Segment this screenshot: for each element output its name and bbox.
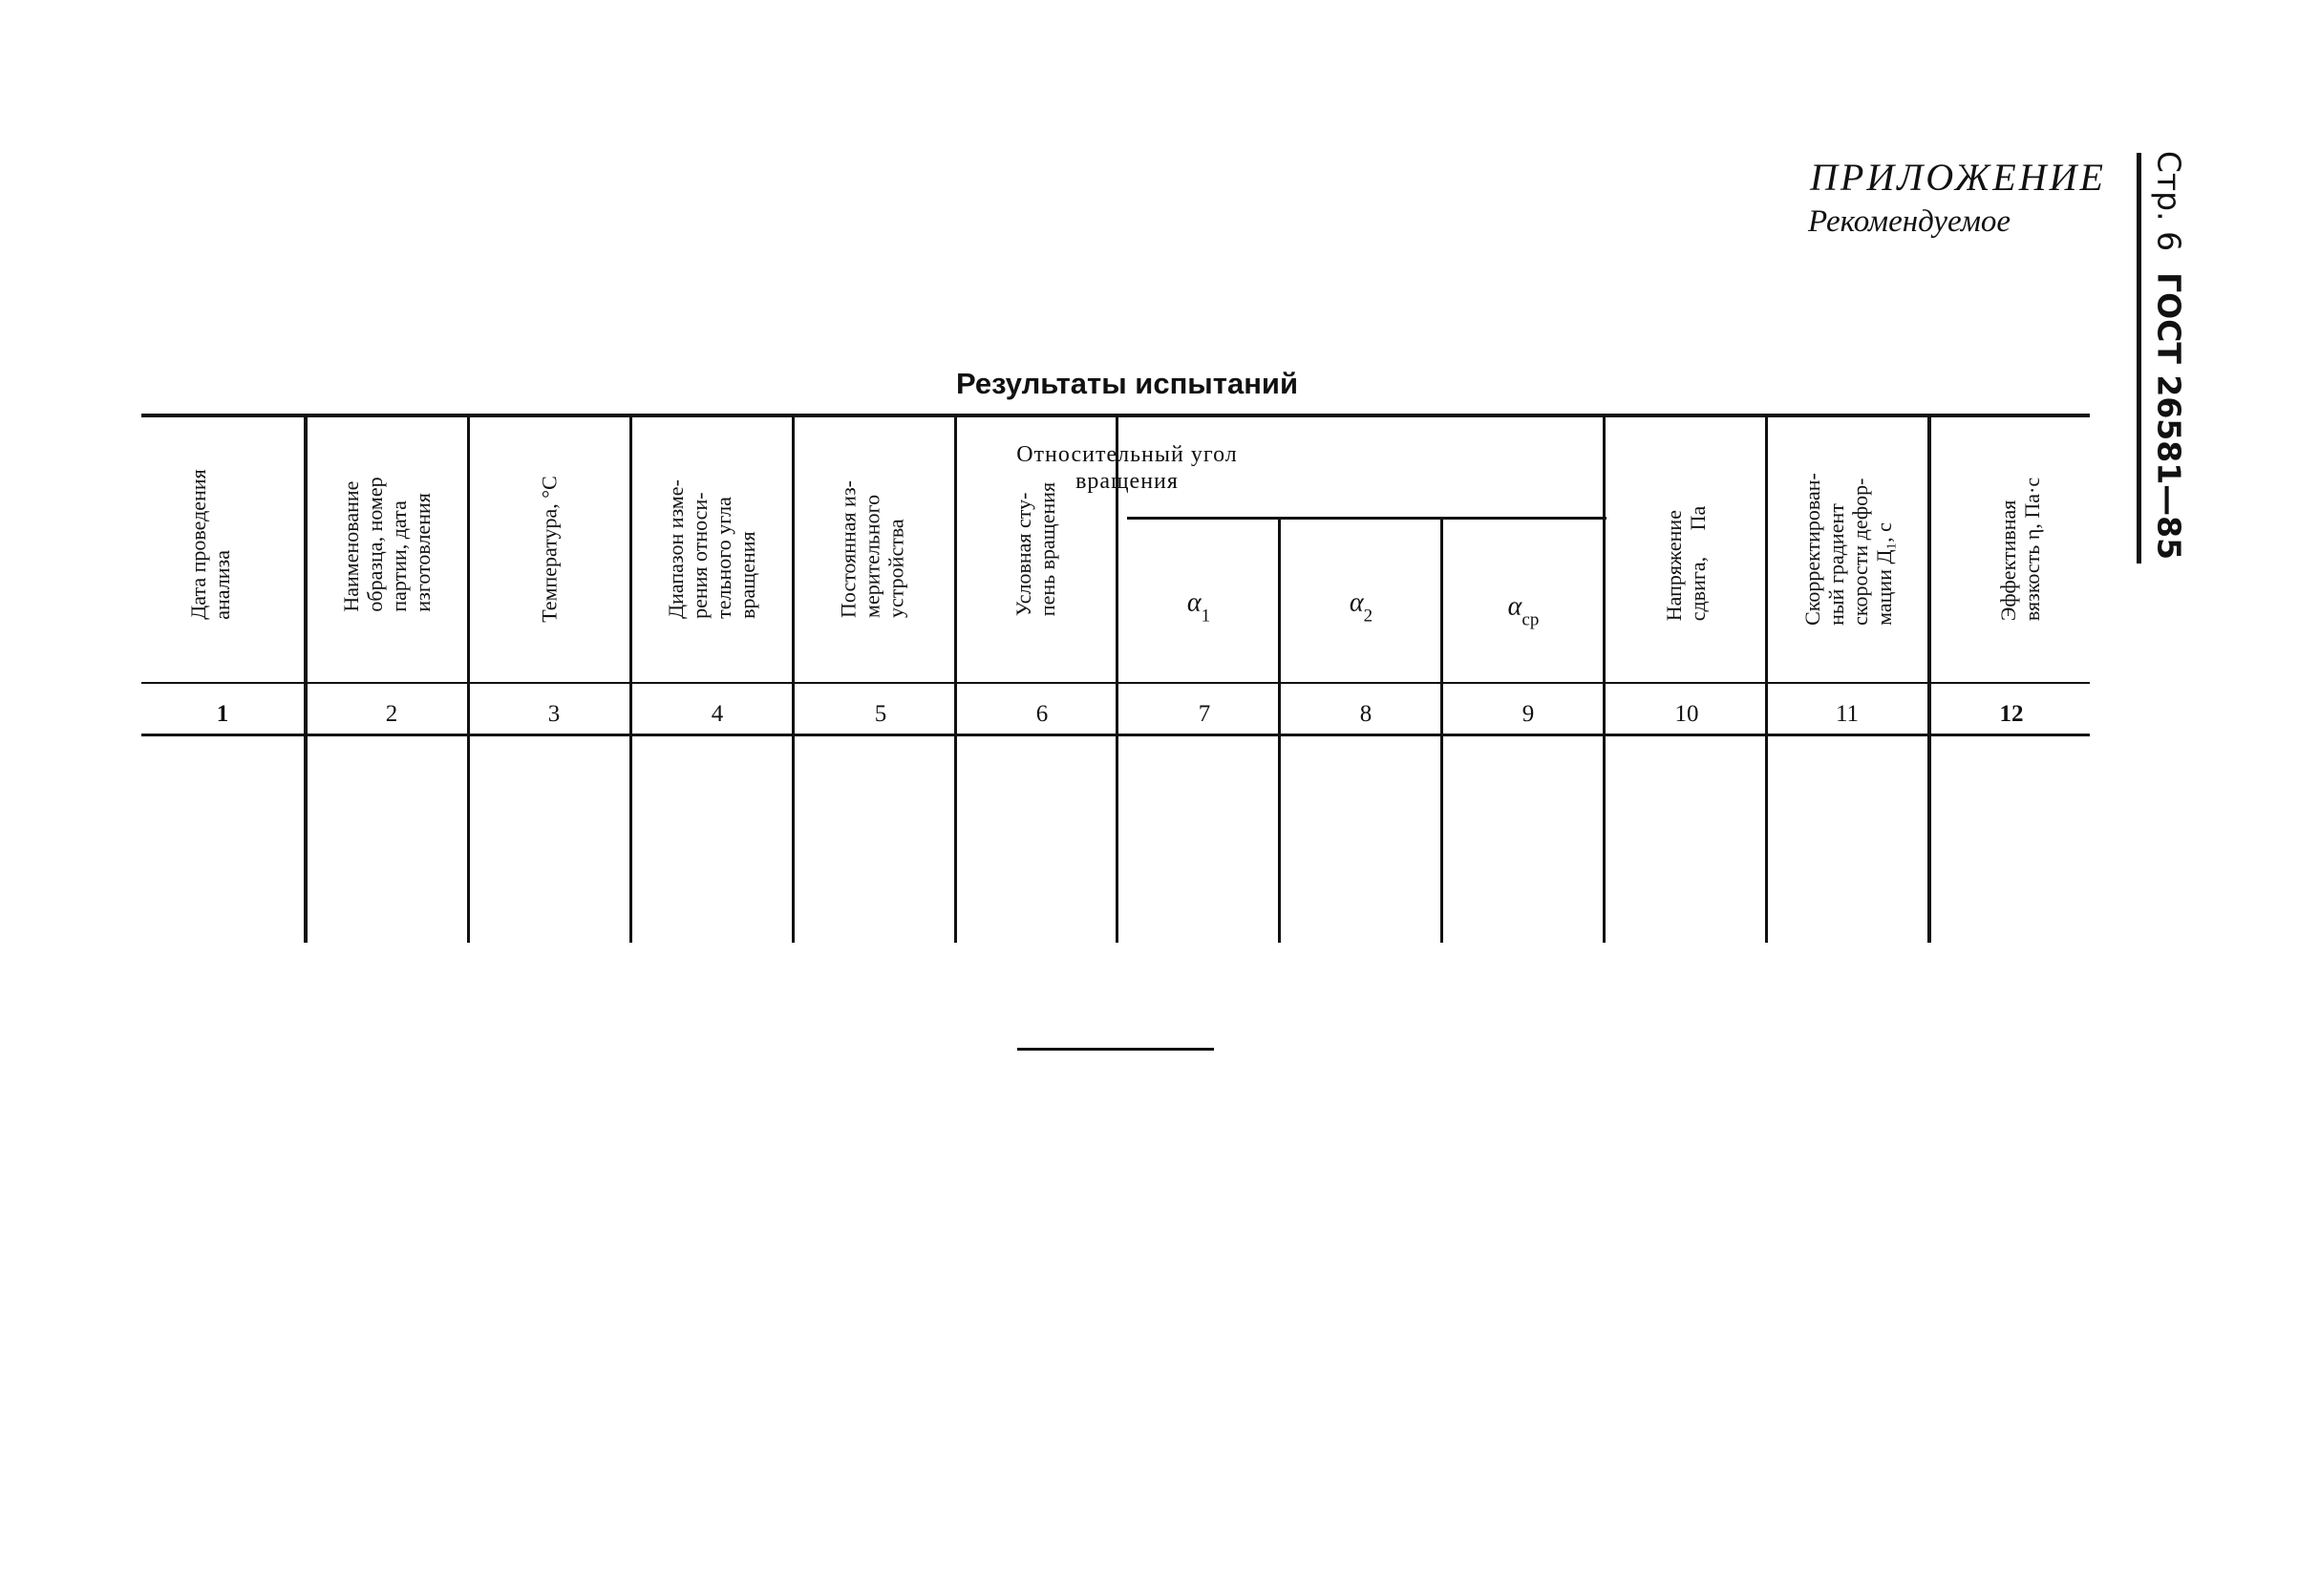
appendix-title: ПРИЛОЖЕНИЕ: [1810, 156, 2106, 199]
column-number: 5: [874, 701, 887, 727]
column-divider: [1603, 417, 1606, 943]
column-header-range: Диапазон изме- рения относи- тельного угла вращения: [664, 479, 759, 619]
column-number: 6: [1035, 701, 1049, 727]
column-divider: [1440, 520, 1443, 943]
column-number: 9: [1521, 701, 1535, 727]
column-number: 8: [1359, 701, 1372, 727]
column-header-sample: Наименование образца, номер партии, дата изготовления: [339, 477, 435, 612]
column-group-header-rotation-angle: Относительный угол вращения: [1016, 442, 1238, 494]
appendix-subtitle: Рекомендуемое: [1808, 204, 2011, 239]
column-header-date: Дата проведения анализа: [186, 469, 234, 620]
group-header-rule: [1127, 517, 1606, 520]
column-header-alpha-avg: $\alpha_{ср}$: [1507, 591, 1540, 630]
table-title: Результаты испытаний: [955, 367, 1299, 400]
column-header-alpha-1: $\alpha_1$: [1186, 587, 1211, 627]
column-divider: [304, 417, 308, 943]
column-number: 12: [1999, 701, 2024, 727]
column-divider: [1278, 520, 1281, 943]
column-divider: [467, 417, 470, 943]
column-divider: [954, 417, 957, 943]
column-header-temperature: Температура, °С: [537, 476, 562, 623]
column-header-shear-stress: Напряжение сдвига, Па: [1662, 505, 1710, 622]
side-header-rule: [2137, 153, 2141, 564]
column-header-viscosity: Эффективная вязкость η, Па·с: [1996, 477, 2044, 622]
column-header-deformation-gradient: Скорректирован- ный градиент скорости дефор- мации Д₁, с: [1800, 473, 1896, 626]
standard-designation: ГОСТ 26581—85: [2150, 272, 2188, 561]
column-header-constant: Постоянная из- мерительного устройства: [836, 480, 908, 618]
column-header-rotation-step: Условная сту- пень вращения: [1011, 481, 1059, 617]
page-number-label: Стр. 6: [2150, 150, 2188, 252]
column-divider: [1116, 417, 1118, 943]
column-divider: [629, 417, 632, 943]
column-header-alpha-2: $\alpha_2$: [1349, 587, 1373, 627]
end-rule: [1017, 1048, 1214, 1051]
page-header: [2150, 150, 2188, 561]
column-number: 2: [385, 701, 398, 727]
column-divider: [1765, 417, 1768, 943]
column-number: 4: [711, 701, 724, 727]
column-divider: [1927, 417, 1931, 943]
column-divider: [792, 417, 795, 943]
column-number: 11: [1835, 701, 1860, 727]
column-number: 3: [547, 701, 561, 727]
column-number: 10: [1674, 701, 1699, 727]
column-number: 7: [1198, 701, 1211, 727]
column-number: 1: [216, 701, 229, 727]
